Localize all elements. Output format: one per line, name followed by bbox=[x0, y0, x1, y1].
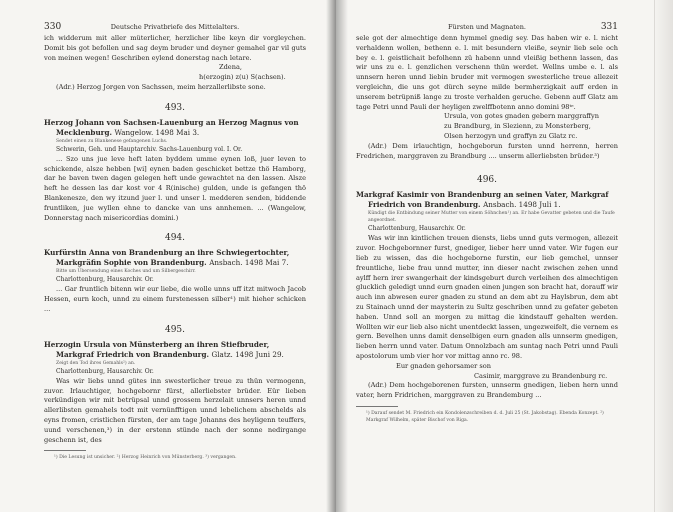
page-number: 331 bbox=[600, 22, 618, 32]
letter-summary: Bitte um Übersendung eines Koches und um Silbergeschirr. bbox=[56, 269, 196, 275]
place-date: Ansbach. 1498 Juli 1. bbox=[483, 200, 561, 210]
letter-source: Schwerin, Geh. und Hauptarchiv. Sachs-Lauenburg vol. I. Or. bbox=[56, 145, 243, 153]
letter-summary: Kündigt die Entbindung seiner Mutter von einem Söhnchen¹) an. Er habe Gevatter gebeten und die Taufe angeordnet. bbox=[368, 211, 615, 224]
letter-heading bbox=[44, 248, 306, 268]
footnote-rule bbox=[44, 450, 86, 451]
address-line: (Adr.) Dem irlauchtign, hochgeborun fursten unnd herrenn, herren Fredrichen, marggraven zu Brandburg .... unserm allerliebsten brüder.³) bbox=[356, 141, 618, 160]
footnotes: ¹) Darauf sendet M. Friedrich ein Kondolenzschreiben d. d. Juli 25 (St. Jakobstag). Ebenda Konzept. ²) Markgraf Wilhelm, später Bischof von Riga. bbox=[366, 410, 604, 423]
letter-text: ... Szo uns jue leve heft laten byddem umme eynen loß, juer leven to schickende, alsze hebben [wi] eynen baden geschicket bettze thö Hamborg, dar he baven twen dagen gelegen heft unde gewachtet na den lassen. Alsze heft he dessen las dar kost vor 4 R(inische) gulden, unde is gefangen thö Blankenesze, den wy itzund juer l. und unser l. medderen senden, biddende fruntliken, jue wyllen ehne to dancke van uns annhemen. ... (Wangelow, Donnerstag nach misericordias domini.) bbox=[44, 154, 306, 222]
letter-heading bbox=[356, 190, 618, 210]
letter-source: Charlottenburg, Hausarchiv. Or. bbox=[368, 225, 466, 233]
footnote-rule bbox=[356, 406, 398, 407]
letter-495 bbox=[44, 325, 306, 446]
opening-text: ich widderum mit aller müterlicher, herzlicher libe keyn dir vorgleychen. Domit bis got befollen und sag deym bruder und deyner gemahel gar vil guts von meinen wegen! Geschriben eylend donerstag nach letare. bbox=[44, 34, 306, 62]
letter-number: 496. bbox=[476, 175, 498, 186]
right-page bbox=[336, 0, 673, 512]
page-number: 330 bbox=[44, 22, 62, 32]
letter-number: 493. bbox=[164, 102, 186, 113]
address-line: (Adr.) Herzog Jorgen von Sachssen, meim herzallerlibste sone. bbox=[56, 82, 266, 91]
signature-line: Olsen herzogyn und graffyn zu Glatz rc. bbox=[444, 131, 578, 140]
letter-heading bbox=[44, 118, 306, 138]
left-page-content bbox=[44, 22, 306, 461]
gutter-shadow bbox=[326, 0, 336, 512]
letter-heading-text: Markgraf Kasimir von Brandenburg an seinen Vater, Markgraf Friedrich von Brandenburg. bbox=[356, 190, 609, 210]
place-date: Wangelow. 1498 Mai 3. bbox=[114, 127, 200, 137]
left-running-head bbox=[44, 22, 306, 34]
running-head-title: Deutsche Privatbriefe des Mittelalters. bbox=[110, 23, 240, 31]
letter-source: Charlottenburg, Hausarchiv. Or. bbox=[56, 367, 154, 375]
signature-line: Zdena, bbox=[219, 63, 242, 72]
right-page-content bbox=[356, 22, 618, 424]
letter-heading-text: Herzog Johann von Sachsen-Lauenburg an Herzog Magnus von Mecklenburg. bbox=[44, 117, 299, 137]
closing-line: Eur gnaden gehorsamer son bbox=[396, 361, 491, 370]
letter-summary: Zeigt den Tod ihres Gemahls²) an. bbox=[56, 360, 136, 366]
place-date: Ansbach. 1498 Mai 7. bbox=[209, 258, 289, 268]
signature-line: h(erzogin) z(u) S(achsen). bbox=[199, 73, 286, 82]
signature-line: Casimir, marggrave zu Brandenburg rc. bbox=[474, 371, 608, 380]
place-date: Glatz. 1498 Juni 29. bbox=[211, 349, 284, 359]
gutter-shadow bbox=[336, 0, 348, 512]
letter-496 bbox=[356, 175, 618, 401]
page-edge bbox=[654, 0, 673, 512]
right-running-head bbox=[356, 22, 618, 34]
letter-number: 495. bbox=[164, 324, 186, 335]
footnotes: ¹) Die Lesung ist unsicher. ²) Herzog Heinrich von Münsterberg. ³) vergangen. bbox=[54, 455, 237, 461]
letter-493 bbox=[44, 103, 306, 224]
letter-494 bbox=[44, 233, 306, 314]
signature-line: zu Brandburg, in Slezienn, zu Monsterberg, bbox=[444, 122, 591, 131]
letter-text: ... Gar fruntlich bitenn wir eur liebe, die wolle unns uff itzt mitwoch Jacob Hessen, eurn koch, unnd zu einem furstenessen silber¹) mit hieher schicken ... bbox=[44, 285, 306, 313]
letter-text: Was wir inn kintlichen treuen diensts, liebs unnd guts vermogen, allezeit zuvor. Hochgebornner furst, gnediger, lieber herr unnd vater. Wir fugen eur lieb zu wissen, das die hochgeborne furstin, eur lieb gemchel, unnser freuntliche, liebe frau unnd mutter, inn dieser nacht zwischen zehen unnd aylff hern irer swangerhait der kindsgeburt durch verleihen des almechtigen glucklich geledigt unnd eurn gnaden einen jungen son bracht hat, dorauff wir auch inn abwesen eurer gnaden zu stund an dem abt zu Haylsbrun, dem abt zu Stainach unnd der maysterin zu Sultz geschriben unnd zu gefater gebeten haben. Unnd soll an morgen zu mittag die kindstauff gehalten werden. Wollten wir eur lieb also nicht unentdeckt lassen, ungezweifelt, die vernem es gern. Bevelhen unns damit denselbigen eurn gnaden alls unnserm gnedigen, lieben herrn unnd vater. Datum Onnolzbach am suntag nach Petri unnd Pauli apostolorum umb vier hor vor mittag anno rc. 98. bbox=[356, 234, 618, 360]
running-head-title: Fürsten und Magnaten. bbox=[448, 23, 526, 31]
letter-heading-text: Kurfürstin Anna von Brandenburg an ihre Schwiegertochter, Markgräfin Sophie von Brandenburg. bbox=[44, 248, 290, 268]
left-page bbox=[0, 0, 336, 512]
letter-number: 494. bbox=[164, 233, 186, 244]
address-line: (Adr.) Dem hochgeborenen fursten, unnserm gnedigen, lieben hern unnd vater, hern Fridrichen, marggraven zu Brandemburg ... bbox=[356, 381, 618, 400]
letter-text: Was wir liebs unnd gütes inn swesterlicher treue zu thün vermogenn, zuvor. Irlauchtiger, hochgebornr fürst, allerliebster brüder. Eür lieben verkündigen wir mit betrüpsal unnd grossem herzelait unnsers heren unnd allerlibsten gemahels todt mit vernünfftigen unnd lebelichem abschelds als eyns fromen, cristlichen fürsten, der am tage Johanns des heyligenn teuffers, uund verschenen,³) in der erstenn stünde nach der sonne nedirgange geschenn ist, des bbox=[44, 376, 306, 444]
letter-heading bbox=[44, 340, 306, 360]
letter-heading-text: Herzogin Ursula von Münsterberg an ihren Stiefbruder, Markgraf Friedrich von Brandenburg. bbox=[44, 339, 270, 359]
letter-summary: Sendet einen zu Blankenese gefangenen Luchs. bbox=[56, 138, 168, 144]
signature-line: Ursula, von gotes gnaden gebern marggraffyn bbox=[444, 112, 599, 121]
letter-source: Charlottenburg, Hausarchiv. Or. bbox=[56, 276, 154, 284]
opening-text: sele got der almechtige denn hymmel gnedig sey. Das haben wir e. l. nicht verhaldenn wollen, bethenn e. l. mit besundern vleiße, seynir lieb sele och bey e. l. geistlichait befolhenn zü habenn unnd vleißig bethenn lassen, das wir uns zu e. l. genzlichen verschenn thün werdet. Wellns umbe e. l. als unnsern heren unnd liebin bruder mit vermogen swesterliche treue allezeit vergleichn, die uns got dürch seyne milde bermherzigkait auff erden in unserem betrüpniß lange zu troste verhalden geruche. Gebenn auff Glatz am tage Petri unnd Pauli der heyligen zwelffbotenn anno domini 98ᵗᵉ. bbox=[356, 34, 618, 111]
